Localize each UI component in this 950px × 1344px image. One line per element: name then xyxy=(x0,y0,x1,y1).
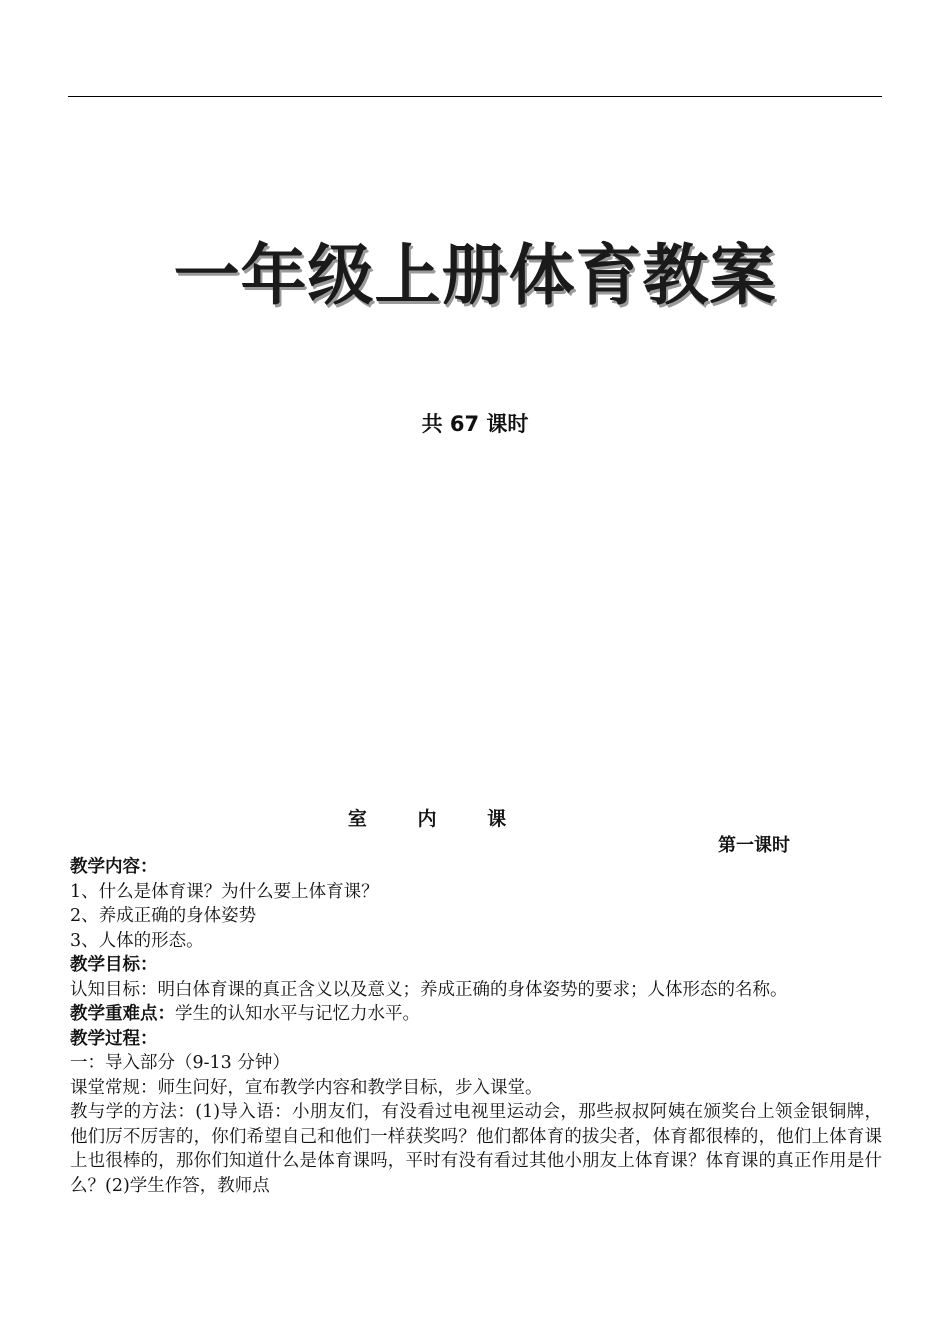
goal-text: 认知目标：明白体育课的真正含义以及意义；养成正确的身体姿势的要求；人体形态的名称。 xyxy=(70,979,788,1000)
lesson-count: 共 67 课时 xyxy=(421,412,529,436)
content-item: 3、人体的形态。 xyxy=(70,930,204,951)
difficulty-paragraph xyxy=(70,1002,882,1027)
difficulty-heading: 教学重难点： xyxy=(70,1004,175,1024)
process-heading: 教学过程： xyxy=(70,1028,158,1049)
section-heading: 室 内 课 xyxy=(347,808,529,830)
lesson-body xyxy=(70,855,882,1198)
process-item: 一：导入部分（9-13 分钟） xyxy=(70,1053,290,1073)
process-item: 课堂常规：师生问好，宣布教学内容和教学目标，步入课堂。 xyxy=(70,1077,543,1098)
header-rule xyxy=(68,96,882,97)
difficulty-text: 学生的认知水平与记忆力水平。 xyxy=(175,1004,420,1024)
content-item: 2、养成正确的身体姿势 xyxy=(70,906,257,926)
content-item: 1、什么是体育课？为什么要上体育课？ xyxy=(70,881,379,902)
content-heading: 教学内容： xyxy=(70,857,158,877)
document-title: 一年级上册体育教案 xyxy=(173,237,777,314)
process-item: 教与学的方法：(1)导入语：小朋友们，有没看过电视里运动会，那些叔叔阿姨在颁奖台上领金银铜牌，他们厉不厉害的，你们希望自己和他们一样获奖吗？他们都体育的拔尖者，体育都很棒的，他们上体育课上也很棒的，那你们知道什么是体育课吗，平时有没有看过其他小朋友上体育课？体育课的真正作用是什么？(2)学生作答，教师点 xyxy=(70,1102,882,1196)
goal-heading: 教学目标： xyxy=(70,955,158,975)
lesson-number: 第一课时 xyxy=(718,835,790,856)
